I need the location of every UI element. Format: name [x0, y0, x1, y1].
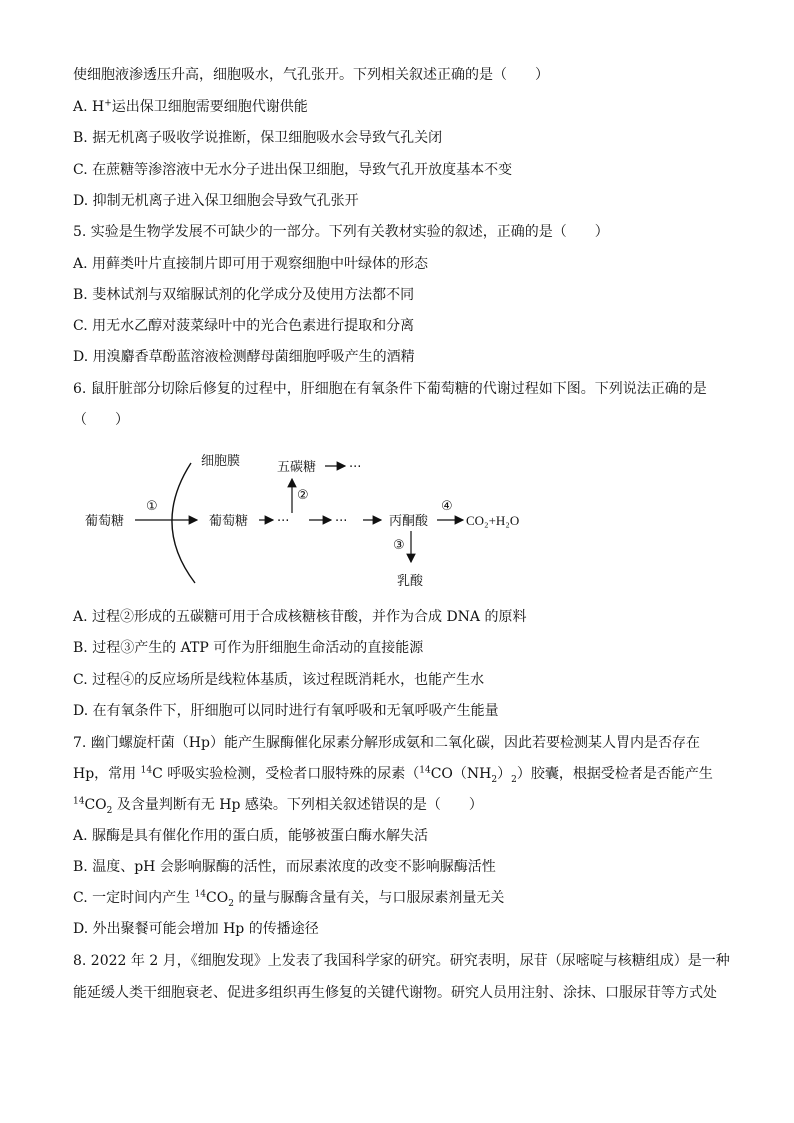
text-run: C. 一定时间内产生 [73, 890, 195, 906]
step-2-label: ② [297, 488, 309, 503]
glucose-inside-label: 葡萄糖 [209, 514, 249, 529]
subscript: 2 [106, 805, 113, 816]
option-text: A. H [73, 99, 105, 115]
question-7-stem-line-2 [73, 764, 713, 784]
question-7-stem-line-1: 7. 幽门螺旋杆菌（Hp）能产生脲酶催化尿素分解形成氨和二氧化碳，因此若要检测某人胃内是否存在 [73, 735, 700, 751]
cell-membrane-curve [172, 463, 195, 583]
question-4-option-a [73, 97, 308, 117]
text-run: ） [497, 766, 512, 782]
question-8-stem-line-2: 能延缓人类干细胞衰老、促进多组织再生修复的关键代谢物。研究人员用注射、涂抹、口服尿苷等方式处 [73, 985, 717, 1001]
membrane-label: 细胞膜 [201, 454, 241, 469]
subscript: 2 [228, 898, 234, 909]
question-6-option-a: A. 过程②形成的五碳糖可用于合成核糖核苷酸，并作为合成 DNA 的原料 [73, 609, 527, 625]
pyruvate-label: 丙酮酸 [389, 514, 429, 529]
question-5-option-c: C. 用无水乙醇对菠菜绿叶中的光合色素进行提取和分离 [73, 318, 415, 334]
text-run: 的量与脲酶含量有关，与口服尿素剂量无关 [233, 890, 505, 906]
question-6-option-b: B. 过程③产生的 ATP 可作为肝细胞生命活动的直接能源 [73, 640, 424, 656]
question-7-option-b: B. 温度、pH 会影响脲酶的活性，而尿素浓度的改变不影响脲酶活性 [73, 859, 496, 875]
question-6-stem: 6. 鼠肝脏部分切除后修复的过程中，肝细胞在有氧条件下葡萄糖的代谢过程如下图。下列说法正确的是 [73, 381, 707, 397]
text-run: ）胶囊，根据受检者是否能产生 [516, 766, 713, 782]
glucose-metabolism-diagram [73, 445, 573, 595]
superscript: + [104, 98, 112, 109]
question-7-option-c [73, 888, 504, 908]
question-6-option-d: D. 在有氧条件下，肝细胞可以同时进行有氧呼吸和无氧呼吸产生能量 [73, 703, 499, 719]
pentose-next-dots: ··· [349, 460, 362, 475]
question-4-option-c: C. 在蔗糖等渗溶液中无水分子进出保卫细胞，导致气孔开放度基本不变 [73, 162, 513, 178]
text-run: CO [84, 797, 107, 813]
text-run: Hp，常用 [73, 766, 141, 782]
lactate-label: 乳酸 [397, 574, 424, 589]
subscript: 2 [491, 774, 498, 785]
superscript: 14 [194, 889, 207, 900]
text-run: CO（NH [430, 766, 492, 782]
step-3-label: ③ [393, 538, 405, 553]
subscript: 2 [511, 774, 517, 785]
step-1-label: ① [146, 499, 158, 514]
question-5-option-a: A. 用藓类叶片直接制片即可用于观察细胞中叶绿体的形态 [73, 256, 429, 272]
text-run: 及含量判断有无 Hp 感染。下列相关叙述错误的是（ ） [112, 797, 483, 813]
question-7-option-d: D. 外出聚餐可能会增加 Hp 的传播途径 [73, 921, 319, 937]
step-4-label: ④ [441, 499, 453, 514]
intermediate-dots-1: ··· [277, 514, 290, 529]
superscript: 14 [419, 765, 431, 776]
text-run: C 呼吸实验检测，受检者口服特殊的尿素（ [152, 766, 420, 782]
question-7-stem-line-3 [73, 795, 483, 815]
superscript: 14 [73, 796, 85, 807]
text-run: CO [206, 890, 229, 906]
question-4-option-b: B. 据无机离子吸收学说推断，保卫细胞吸水会导致气孔关闭 [73, 130, 443, 146]
question-4-option-d: D. 抑制无机离子进入保卫细胞会导致气孔张开 [73, 193, 359, 209]
superscript: 14 [140, 765, 153, 776]
pentose-label: 五碳糖 [277, 460, 317, 475]
question-5-option-b: B. 斐林试剂与双缩脲试剂的化学成分及使用方法都不同 [73, 287, 415, 303]
option-text: 运出保卫细胞需要细胞代谢供能 [111, 99, 308, 115]
intermediate-dots-2: ··· [335, 514, 348, 529]
glucose-outside-label: 葡萄糖 [85, 514, 125, 529]
question-5-stem: 5. 实验是生物学发展不可缺少的一部分。下列有关教材实验的叙述，正确的是（ ） [73, 224, 609, 240]
question-6-paren: （ ） [73, 412, 129, 428]
question-8-stem-line-1: 8. 2022 年 2 月，《细胞发现》上发表了我国科学家的研究。研究表明，尿苷（尿嘧啶与核糖组成）是一种 [73, 953, 730, 969]
question-6-option-c: C. 过程④的反应场所是线粒体基质，该过程既消耗水，也能产生水 [73, 672, 485, 688]
question-5-option-d: D. 用溴麝香草酚蓝溶液检测酵母菌细胞呼吸产生的酒精 [73, 349, 415, 365]
co2-h2o-label: CO₂+H₂O [466, 513, 520, 528]
question-4-stem-end: 使细胞液渗透压升高，细胞吸水，气孔张开。下列相关叙述正确的是（ ） [73, 67, 549, 83]
question-7-option-a: A. 脲酶是具有催化作用的蛋白质，能够被蛋白酶水解失活 [73, 828, 429, 844]
